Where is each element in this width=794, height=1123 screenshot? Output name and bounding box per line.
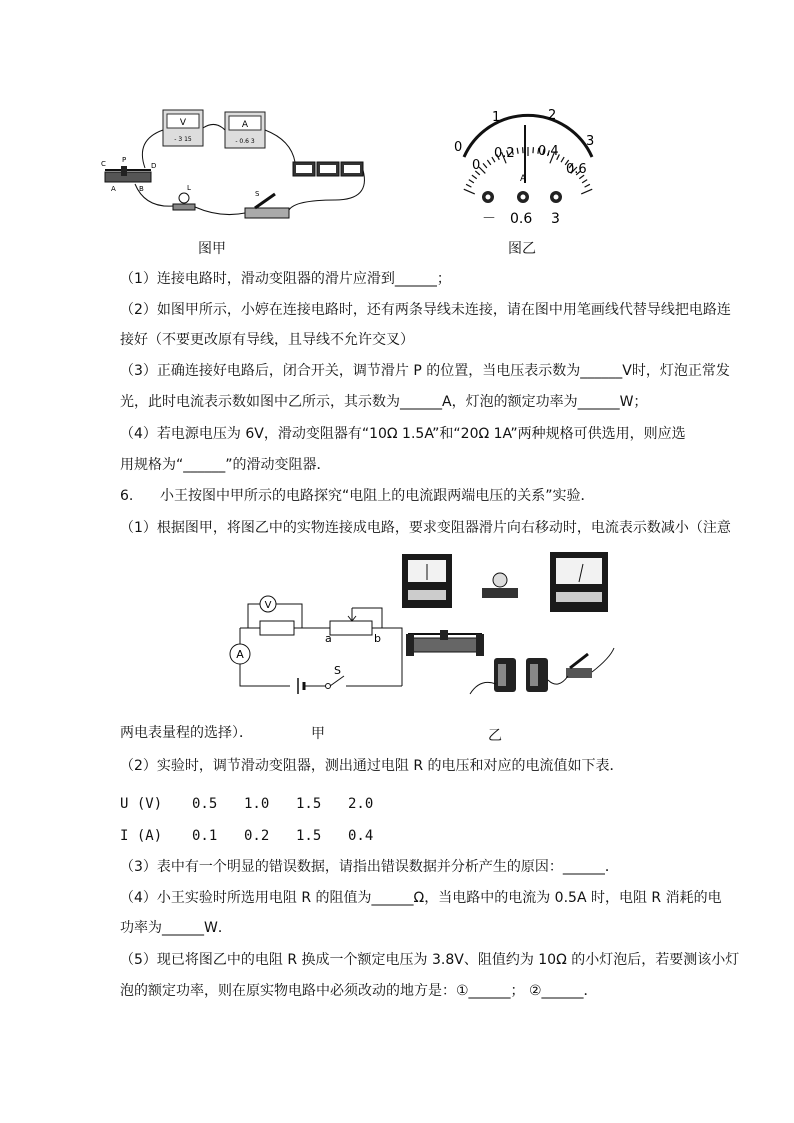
- apparatus-photo-yi: [400, 548, 620, 698]
- lamp-photo: [482, 573, 518, 598]
- ammeter-label: A: [241, 120, 249, 130]
- rheostat-label-p: P: [122, 156, 127, 164]
- voltmeter-label: V: [179, 118, 187, 128]
- ammeter-terminals: - 0.6 3: [235, 138, 255, 145]
- dial-tick: [487, 160, 490, 165]
- ammeter-photo: [402, 554, 452, 608]
- q6-part4-line1: （4）小王实验时所选用电阻 R 的阻值为______Ω，当电路中的电流为 0.5A 时，电阻 R 消耗的电: [120, 890, 722, 906]
- q5-part2-line1: （2）如图甲所示，小婷在连接电路时，还有两条导线未连接，请在图中用笔画线代替导线把电路连: [120, 302, 731, 318]
- figure-jia-apparatus: [95, 100, 375, 235]
- dial-tick: [472, 175, 477, 179]
- rheostat-label-a: A: [111, 185, 116, 193]
- rheostat-label-d: D: [151, 162, 157, 170]
- table-row-u: [120, 788, 400, 820]
- ammeter-device: [225, 112, 265, 148]
- voltmeter-terminals: - 3 15: [174, 136, 192, 143]
- q5-part3-line2: 光，此时电流表示数如图中乙所示，其示数为______A，灯泡的额定功率为______W；: [120, 394, 648, 410]
- top-scale-2: 2: [548, 108, 557, 123]
- bottom-scale-1: 0.2: [494, 146, 515, 161]
- circuit-label-a: a: [325, 632, 332, 645]
- q6-stem: 小王按图中甲所示的电路探究“电阻上的电流跟两端电压的关系”实验．: [160, 488, 595, 504]
- lamp-device: [173, 184, 195, 210]
- dial-tick: [561, 157, 564, 162]
- data-table: [120, 788, 400, 852]
- rheostat-label-c: C: [101, 160, 106, 168]
- dial-tick: [483, 163, 487, 168]
- q6-part5-line1: （5）现已将图乙中的电阻 R 换成一个额定电压为 3.8V、阻值约为 10Ω 的小灯泡后，若要测该小灯: [120, 952, 740, 968]
- q5-part2-line2: 接好（不要更改原有导线，且导线不允许交叉）: [120, 332, 414, 348]
- terminal-3: 3: [551, 211, 560, 227]
- caption-tu-yi: 图乙: [508, 241, 536, 257]
- dial-tick: [464, 189, 475, 194]
- bottom-scale-3: 0.6: [566, 162, 587, 177]
- dial-tick: [582, 180, 587, 183]
- q5-part4-line2: 用规格为“______”的滑动变阻器．: [120, 457, 331, 473]
- voltmeter-photo: [550, 552, 608, 612]
- circuit-ammeter-label: A: [236, 648, 244, 661]
- caption-tu-jia: 图甲: [198, 241, 226, 257]
- rheostat-device: [101, 156, 156, 193]
- switch-photo: [566, 654, 592, 678]
- row-i-label: I (A): [120, 828, 163, 844]
- voltmeter-device: [163, 110, 203, 146]
- cell-u-3: 1.5: [296, 796, 322, 812]
- top-scale-3: 3: [586, 134, 595, 149]
- cell-u-2: 1.0: [244, 796, 270, 812]
- q5-part4-line1: （4）若电源电压为 6V，滑动变阻器有“10Ω 1.5A”和“20Ω 1A”两种规格可供选用，则应选: [120, 426, 686, 442]
- bottom-scale-2: 0.4: [538, 144, 559, 159]
- q5-part1: （1）连接电路时，滑动变阻器的滑片应滑到______；: [120, 271, 451, 287]
- lamp-label: L: [187, 184, 191, 192]
- dial-tick: [517, 148, 518, 154]
- terminal-minus: －: [482, 211, 496, 227]
- dial-tick: [466, 184, 471, 187]
- top-scale-1: 1: [492, 110, 501, 125]
- circuit-label-s: S: [334, 664, 341, 677]
- circuit-diagram-jia: [222, 590, 407, 700]
- row-u-label: U (V): [120, 796, 163, 812]
- cell-i-4: 0.4: [348, 828, 374, 844]
- q6-part1-line1: （1）根据图甲，将图乙中的实物连接成电路，要求变阻器滑片向右移动时，电流表示数减小（注意: [120, 520, 731, 536]
- caption-jia: 甲: [311, 726, 325, 742]
- q6-part4-line2: 功率为______W．: [120, 920, 232, 936]
- switch-label: S: [255, 190, 260, 198]
- battery-photo: [494, 658, 548, 692]
- rheostat-label-b: B: [139, 185, 144, 193]
- cell-i-1: 0.1: [192, 828, 218, 844]
- q6-part1-line2: 两电表量程的选择）．: [120, 725, 253, 741]
- q5-part3-line1: （3）正确连接好电路后，闭合开关，调节滑片 P 的位置，当电压表示数为______V时，灯泡正常发: [120, 363, 730, 379]
- q6-part2: （2）实验时，调节滑动变阻器，测出通过电阻 R 的电压和对应的电流值如下表．: [120, 758, 624, 774]
- q6-part5-line2: 泡的额定功率，则在原实物电路中必须改动的地方是：①______； ②______．: [120, 983, 598, 999]
- dial-tick: [585, 184, 590, 187]
- caption-yi: 乙: [488, 728, 502, 744]
- circuit-voltmeter-label: V: [264, 600, 272, 611]
- dial-tick: [581, 189, 592, 194]
- cell-i-2: 0.2: [244, 828, 270, 844]
- rheostat-photo: [406, 630, 484, 656]
- cell-i-3: 1.5: [296, 828, 322, 844]
- bottom-scale-0: 0: [472, 158, 481, 173]
- circuit-label-b: b: [374, 632, 381, 645]
- needle-label: A: [520, 174, 527, 184]
- cell-u-1: 0.5: [192, 796, 218, 812]
- dial-tick: [469, 180, 474, 183]
- figure-yi-meter-dial: [448, 105, 608, 230]
- battery-pack: [293, 162, 363, 176]
- switch-device: [245, 190, 289, 218]
- q6-part3: （3）表中有一个明显的错误数据，请指出错误数据并分析产生的原因：______．: [120, 859, 619, 875]
- cell-u-4: 2.0: [348, 796, 374, 812]
- top-scale-0: 0: [454, 140, 463, 155]
- terminal-0-6: 0.6: [510, 211, 533, 227]
- q6-number: 6.: [120, 488, 134, 504]
- table-row-i: [120, 820, 400, 852]
